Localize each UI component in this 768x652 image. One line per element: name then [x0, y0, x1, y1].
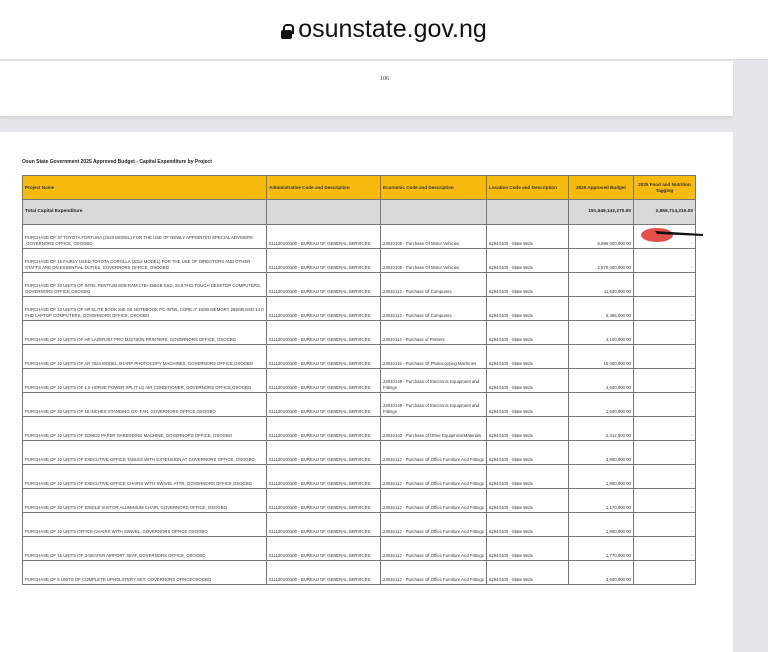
- approved-budget: 11,630,000.00: [569, 273, 634, 297]
- location-code: 62943100 - State Wide: [487, 513, 569, 537]
- table-row: [23, 465, 696, 489]
- project-name: PURCHASE OF 15 UNITS OF 3-SEATER AIRPORT SEAT, GOVERNORS OFFICE, OSOGBO: [23, 537, 267, 561]
- approved-budget: 6,495,000.00: [569, 297, 634, 321]
- total-row: [23, 200, 696, 225]
- table-row: [23, 513, 696, 537]
- column-header: Project Name: [23, 176, 267, 200]
- total-food-tagging: 2,856,714,210.00: [634, 200, 696, 225]
- document-title: Osun State Government 2025 Approved Budget - Capital Expenditure by Project: [22, 159, 212, 165]
- budget-table: [22, 175, 696, 585]
- project-name: PURCHASE OF 10 UNITS OF AR 7024 MODEL SHARP PHOTOCOPY MACHINES, GOVERNORS OFFICE,OSOGBO: [23, 345, 267, 369]
- economic-code: 23010114 - Purchase of Printers: [381, 321, 487, 345]
- admin-code: 011100100100 - BUREAU OF GENERAL SERVICES: [267, 393, 381, 417]
- economic-code: 23010113 - Purchase Of Computers: [381, 297, 487, 321]
- food-tagging: -: [634, 561, 696, 585]
- location-code: 62943100 - State Wide: [487, 537, 569, 561]
- economic-code: 23010112 - Purchase Of Office Furniture And Fittings: [381, 561, 487, 585]
- food-tagging: -: [634, 513, 696, 537]
- location-code: 62943100 - State Wide: [487, 321, 569, 345]
- admin-code: 011100100100 - BUREAU OF GENERAL SERVICES: [267, 297, 381, 321]
- economic-code: 23010112 - Purchase Of Office Furniture And Fittings: [381, 537, 487, 561]
- project-name: PURCHASE OF 20 UNITS OF INTEL PENTIUM 8GB RAM 1TB+256GB SSD, 23.8 FHD TOUCH DESKTOP COMPUTERS, GOVERNORS OFFICE,OSOGBO: [23, 273, 267, 297]
- column-header: Location Code and Description: [487, 176, 569, 200]
- previous-page: [0, 61, 733, 116]
- table-row: [23, 441, 696, 465]
- project-name: PURCHASE OF 15 FAIRLY USED TOYOTA COROLLA (2012 MODEL) FOR THE USE OF DIRECTORS AND OTHER STAFFS ARE ON ESSENTIAL DUTIES, GOVERNORS OFFICE, OSOGBO: [23, 249, 267, 273]
- project-name: PURCHASE OF 10 UNITS OF EXECUTIVE OFFICE TABLES WITH EXTENSION AT GOVERNORS OFFICE, OSOGBO: [23, 441, 267, 465]
- location-code: 62943100 - State Wide: [487, 489, 569, 513]
- location-code: 62943100 - State Wide: [487, 297, 569, 321]
- economic-code: 23010105 - Purchase Of Motor Vehicles: [381, 225, 487, 249]
- food-tagging: -: [634, 441, 696, 465]
- location-code: 62943100 - State Wide: [487, 273, 569, 297]
- economic-code: 23010115 - Purchase Of Photocopying Machines: [381, 345, 487, 369]
- economic-code: 23010113 - Purchase Of Computers: [381, 273, 487, 297]
- economic-code: 23010143 - Purchase of Other Equipment/Materials: [381, 417, 487, 441]
- approved-budget: 2,870,000,000.00: [569, 249, 634, 273]
- location-code: 62943100 - State Wide: [487, 441, 569, 465]
- location-code: 62943100 - State Wide: [487, 249, 569, 273]
- economic-code: 23010149 - Purchase of Electronic Equipment and Fittings: [381, 369, 487, 393]
- food-tagging: -: [634, 249, 696, 273]
- total-budget: 191,549,142,270.00: [569, 200, 634, 225]
- economic-code: 23010149 - Purchase of Electronic Equipment and Fittings: [381, 393, 487, 417]
- admin-code: 011100100100 - BUREAU OF GENERAL SERVICES: [267, 249, 381, 273]
- location-code: 62943100 - State Wide: [487, 345, 569, 369]
- food-tagging: -: [634, 465, 696, 489]
- lock-icon: [281, 24, 292, 39]
- food-tagging: -: [634, 489, 696, 513]
- admin-code: 011100100100 - BUREAU OF GENERAL SERVICES: [267, 417, 381, 441]
- table-row: [23, 393, 696, 417]
- approved-budget: 15,000,000.00: [569, 345, 634, 369]
- location-code: 62943100 - State Wide: [487, 393, 569, 417]
- project-name: PURCHASE OF 10 UNITS OF HP LAZERJET PRO M227SDN PRINTERS, GOVERNORS OFFICE, OSOGBO: [23, 321, 267, 345]
- url-text: osunstate.gov.ng: [298, 15, 487, 43]
- document-page: [0, 132, 733, 652]
- admin-code: 011100100100 - BUREAU OF GENERAL SERVICES: [267, 273, 381, 297]
- food-tagging: -: [634, 273, 696, 297]
- table-row: [23, 321, 696, 345]
- table-row: [23, 345, 696, 369]
- approved-budget: 1,800,000.00: [569, 513, 634, 537]
- table-row: [23, 561, 696, 585]
- approved-budget: 1,500,000.00: [569, 393, 634, 417]
- table-row: [23, 297, 696, 321]
- approved-budget: 3,800,000.00: [569, 441, 634, 465]
- food-tagging: -: [634, 321, 696, 345]
- project-name: PURCHASE OF 10 UNITS OF 1.5 HORSE POWER SPLIT LG AIR CONDITIONER, GOVERNORS OFFICE,OSOGBO: [23, 369, 267, 393]
- red-annotation-mark: [635, 224, 710, 248]
- table-row: [23, 489, 696, 513]
- column-header: Administrative Code and Description: [267, 176, 381, 200]
- admin-code: 011100100100 - BUREAU OF GENERAL SERVICES: [267, 513, 381, 537]
- total-label: Total Capital Expenditure: [23, 200, 267, 225]
- table-row: [23, 273, 696, 297]
- project-name: PURCHASE OF 37 TOYOTA FORTUNA (2023 MODEL) FOR THE USE OF NEWLY APPOINTED SPECIAL ADVISERS ,GOVERNORS OFFICE, OSOGBO: [23, 225, 267, 249]
- table-row: [23, 537, 696, 561]
- admin-code: 011100100100 - BUREAU OF GENERAL SERVICES: [267, 321, 381, 345]
- admin-code: 011100100100 - BUREAU OF GENERAL SERVICES: [267, 441, 381, 465]
- column-header: Economic Code and Description: [381, 176, 487, 200]
- project-name: PURCHASE OF 10 UNITS OF HP ELITE BOOK 840 G6 NOTEBOOK PC-INTEL CORE I7 16GB MEMORY 256GB SSD 14.0 FHD LAPTOP COMPUTERS, GOVERNORS OFFICE, OSOGBO: [23, 297, 267, 321]
- food-tagging: -: [634, 417, 696, 441]
- address-bar[interactable]: [0, 0, 768, 60]
- project-name: PURCHASE OF 10 UNITS OFFICE CHAIRS WITH SWIVEL, GOVERNORS OFFICE OSOGBO: [23, 513, 267, 537]
- approved-budget: 4,100,000.00: [569, 321, 634, 345]
- table-row: [23, 417, 696, 441]
- food-tagging: -: [634, 393, 696, 417]
- project-name: PURCHASE OF 10 UNITS OF SD9522 PAPER SHREDDING MACHINE, GOVERNORS OFFICE, OSOGBO: [23, 417, 267, 441]
- location-code: 62943100 - State Wide: [487, 465, 569, 489]
- location-code: 62943100 - State Wide: [487, 369, 569, 393]
- project-name: PURCHASE OF 20 UNITS OF SINGLE VISITOR ALUMINIUM CHAIR, GOVERNORS OFFICE, OSOGBO: [23, 489, 267, 513]
- column-header: 2025 Approved Budget: [569, 176, 634, 200]
- admin-code: 011100100100 - BUREAU OF GENERAL SERVICES: [267, 537, 381, 561]
- location-code: 62943100 - State Wide: [487, 417, 569, 441]
- table-row: [23, 369, 696, 393]
- approved-budget: 1,170,000.00: [569, 489, 634, 513]
- economic-code: 23010112 - Purchase Of Office Furniture And Fittings: [381, 465, 487, 489]
- location-code: 62943100 - State Wide: [487, 561, 569, 585]
- project-name: PURCHASE OF 5 UNITS OF COMPLETE UPHOLSTERY SET, GOVERNORS OFFICEOSOGBO: [23, 561, 267, 585]
- approved-budget: 3,500,000.00: [569, 561, 634, 585]
- economic-code: 23010112 - Purchase Of Office Furniture And Fittings: [381, 441, 487, 465]
- food-tagging: -: [634, 297, 696, 321]
- approved-budget: 6,996,000,000.00: [569, 225, 634, 249]
- admin-code: 011100100100 - BUREAU OF GENERAL SERVICES: [267, 225, 381, 249]
- column-header: 2025 Food and Nutrition Tagging: [634, 176, 696, 200]
- project-name: PURCHASE OF 20 UNITS OF 18 INCHES STANDING OX- FAN, GOVERNORS OFFICE,OSOGBO: [23, 393, 267, 417]
- food-tagging: -: [634, 369, 696, 393]
- approved-budget: 1,800,000.00: [569, 465, 634, 489]
- economic-code: 23010112 - Purchase Of Office Furniture And Fittings: [381, 489, 487, 513]
- food-tagging: -: [634, 345, 696, 369]
- location-code: 62943100 - State Wide: [487, 225, 569, 249]
- economic-code: 23010112 - Purchase Of Office Furniture And Fittings: [381, 513, 487, 537]
- approved-budget: 1,770,000.00: [569, 537, 634, 561]
- approved-budget: 2,312,500.00: [569, 417, 634, 441]
- project-name: PURCHASE OF 10 UNITS OF EXECUTIVE OFFICE CHAIRS WITH SWIVEL ATTR, GOVERNORS OFFICE,OSOGBO: [23, 465, 267, 489]
- page-number: 106: [380, 76, 389, 82]
- admin-code: 011100100100 - BUREAU OF GENERAL SERVICES: [267, 489, 381, 513]
- admin-code: 011100100100 - BUREAU OF GENERAL SERVICES: [267, 345, 381, 369]
- admin-code: 011100100100 - BUREAU OF GENERAL SERVICES: [267, 369, 381, 393]
- approved-budget: 4,600,000.00: [569, 369, 634, 393]
- food-tagging: -: [634, 225, 696, 249]
- table-row: [23, 249, 696, 273]
- table-row: [23, 225, 696, 249]
- admin-code: 011100100100 - BUREAU OF GENERAL SERVICES: [267, 465, 381, 489]
- economic-code: 23010105 - Purchase Of Motor Vehicles: [381, 249, 487, 273]
- admin-code: 011100100100 - BUREAU OF GENERAL SERVICES: [267, 561, 381, 585]
- food-tagging: -: [634, 537, 696, 561]
